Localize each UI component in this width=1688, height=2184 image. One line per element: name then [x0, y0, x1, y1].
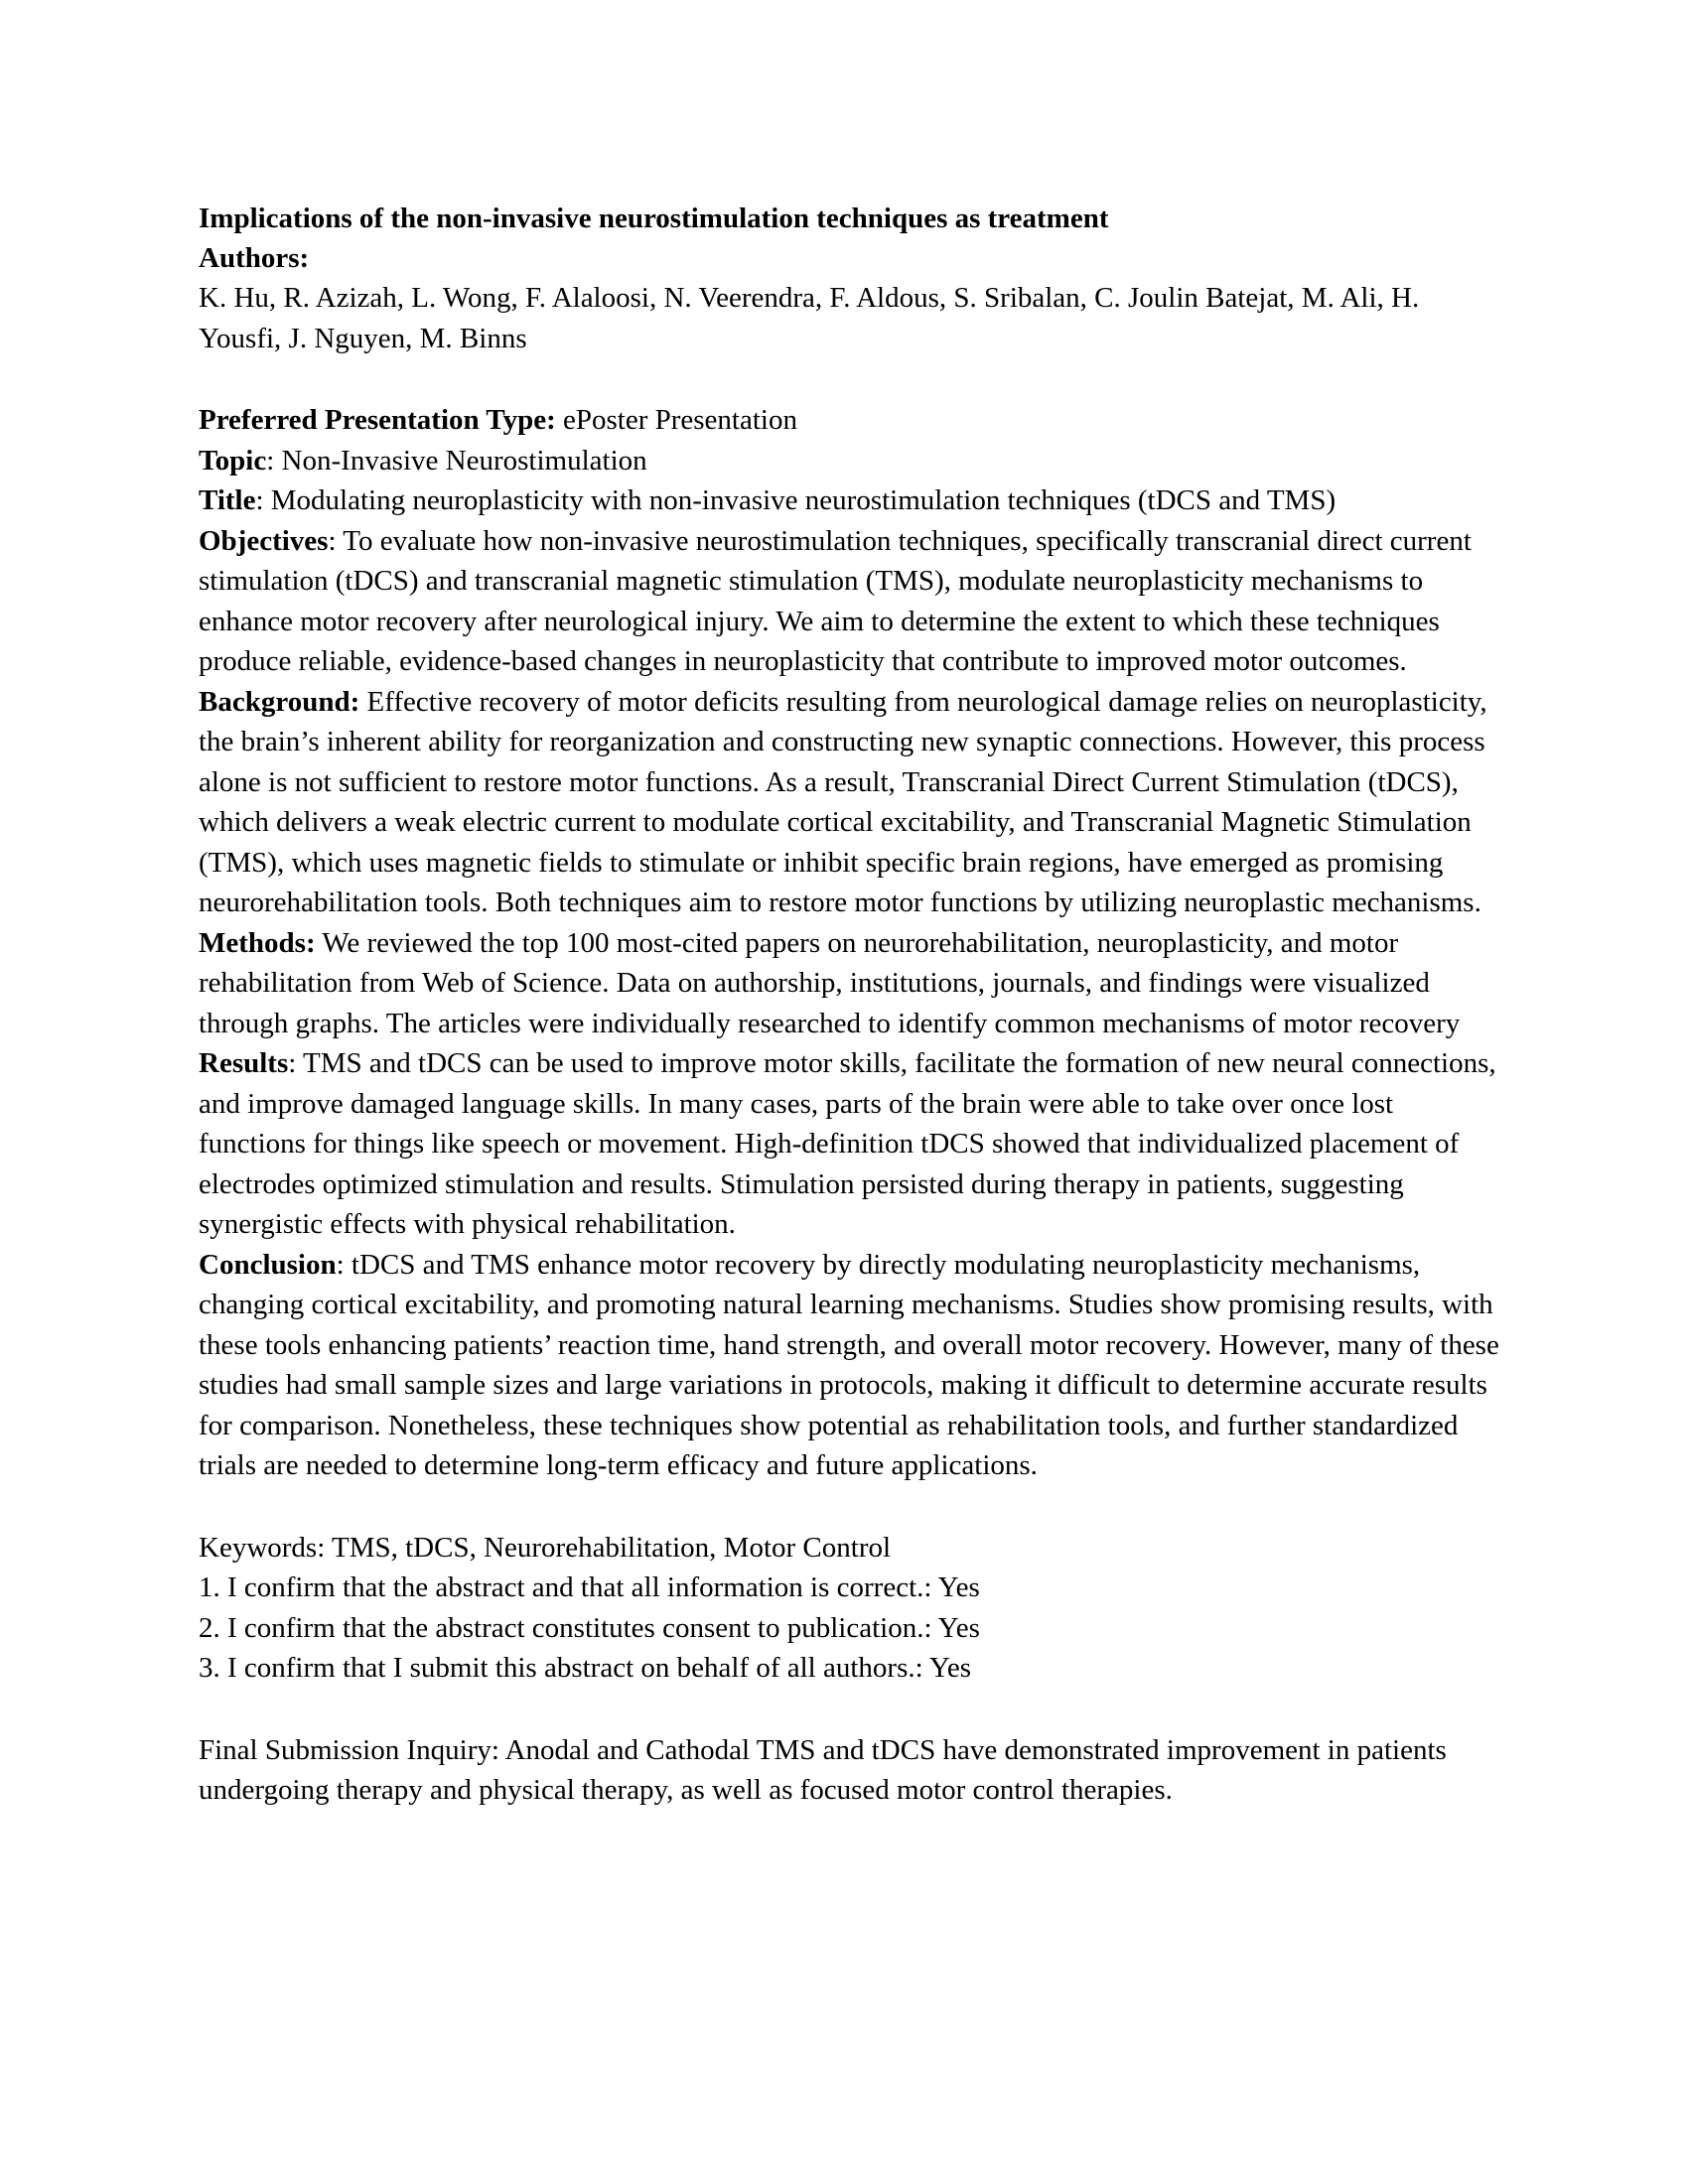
section-spacer: [199, 1486, 1499, 1528]
methods-label: Methods:: [199, 926, 316, 959]
conclusion-label: Conclusion: [199, 1248, 337, 1281]
confirmation-item: 3. I confirm that I submit this abstract on behalf of all authors.: Yes: [199, 1652, 972, 1684]
title-label: Title: [199, 484, 256, 516]
methods-value: We reviewed the top 100 most-cited papers on neurorehabilitation, neuroplasticity, and motor rehabilitation from Web of Science. Data on authorship, institutions, journals, and findings were visualized through graphs. The articles were individually researched to identify common mechanisms of motor recovery: [199, 926, 1461, 1039]
results-field: [199, 1043, 1499, 1245]
final-submission-inquiry: Final Submission Inquiry: Anodal and Cathodal TMS and tDCS have demonstrated improvement in patients undergoing therapy and physical therapy, as well as focused motor control therapies.: [199, 1733, 1447, 1806]
confirmation-item: 1. I confirm that the abstract and that all information is correct.: Yes: [199, 1571, 980, 1603]
authors-label: Authors:: [199, 242, 310, 274]
document-page: [199, 199, 1499, 1811]
background-value: Effective recovery of motor deficits resulting from neurological damage relies on neuroplasticity, the brain’s inherent ability for reorganization and constructing new synaptic connections. However, this process alone is not sufficient to restore motor functions. As a result, Transcranial Direct Current Stimulation (tDCS), which delivers a weak electric current to modulate cortical excitability, and Transcranial Magnetic Stimulation (TMS), which uses magnetic fields to stimulate or inhibit specific brain regions, have emerged as promising neurorehabilitation tools. Both techniques aim to restore motor functions by utilizing neuroplastic mechanisms.: [199, 685, 1487, 918]
topic-field: [199, 441, 1499, 481]
topic-value: : Non-Invasive Neurostimulation: [266, 444, 647, 477]
presentation-type-field: [199, 400, 1499, 441]
document-title: Implications of the non-invasive neurostimulation techniques as treatment: [199, 203, 1109, 234]
objectives-value: : To evaluate how non-invasive neurostimulation techniques, specifically transcranial direct current stimulation (tDCS) and transcranial magnetic stimulation (TMS), modulate neuroplasticity mechanisms to enhance motor recovery after neurological injury. We aim to determine the extent to which these techniques produce reliable, evidence-based changes in neuroplasticity that contribute to improved motor outcomes.: [199, 524, 1472, 677]
presentation-type-value: ePoster Presentation: [555, 404, 797, 436]
background-field: [199, 682, 1499, 923]
title-value: : Modulating neuroplasticity with non-invasive neurostimulation techniques (tDCS and TMS): [255, 484, 1336, 516]
results-value: : TMS and tDCS can be used to improve motor skills, facilitate the formation of new neural connections, and improve damaged language skills. In many cases, parts of the brain were able to take over once lost functions for things like speech or movement. High-definition tDCS showed that individualized placement of electrodes optimized stimulation and results. Stimulation persisted during therapy in patients, suggesting synergistic effects with physical rehabilitation.: [199, 1047, 1496, 1240]
authors-list: K. Hu, R. Azizah, L. Wong, F. Alaloosi, N. Veerendra, F. Aldous, S. Sribalan, C. Joulin Batejat, M. Ali, H. Yousfi, J. Nguyen, M. Binns: [199, 282, 1420, 354]
methods-field: [199, 923, 1499, 1044]
conclusion-field: [199, 1245, 1499, 1486]
confirmation-item: 2. I confirm that the abstract constitutes consent to publication.: Yes: [199, 1611, 980, 1644]
presentation-type-label: Preferred Presentation Type:: [199, 404, 556, 436]
keywords-line: Keywords: TMS, tDCS, Neurorehabilitation, Motor Control: [199, 1531, 892, 1564]
conclusion-value: : tDCS and TMS enhance motor recovery by directly modulating neuroplasticity mechanisms, changing cortical excitability, and promoting natural learning mechanisms. Studies show promising results, with these tools enhancing patients’ reaction time, hand strength, and overall motor recovery. However, many of these studies had small sample sizes and large variations in protocols, making it difficult to determine accurate results for comparison. Nonetheless, these techniques show potential as rehabilitation tools, and further standardized trials are needed to determine long-term efficacy and future applications.: [199, 1248, 1499, 1481]
objectives-label: Objectives: [199, 524, 329, 557]
results-label: Results: [199, 1047, 289, 1079]
objectives-field: [199, 521, 1499, 682]
section-spacer: [199, 358, 1499, 400]
background-label: Background:: [199, 685, 360, 718]
title-field: [199, 480, 1499, 521]
section-spacer: [199, 1689, 1499, 1730]
topic-label: Topic: [199, 444, 267, 477]
